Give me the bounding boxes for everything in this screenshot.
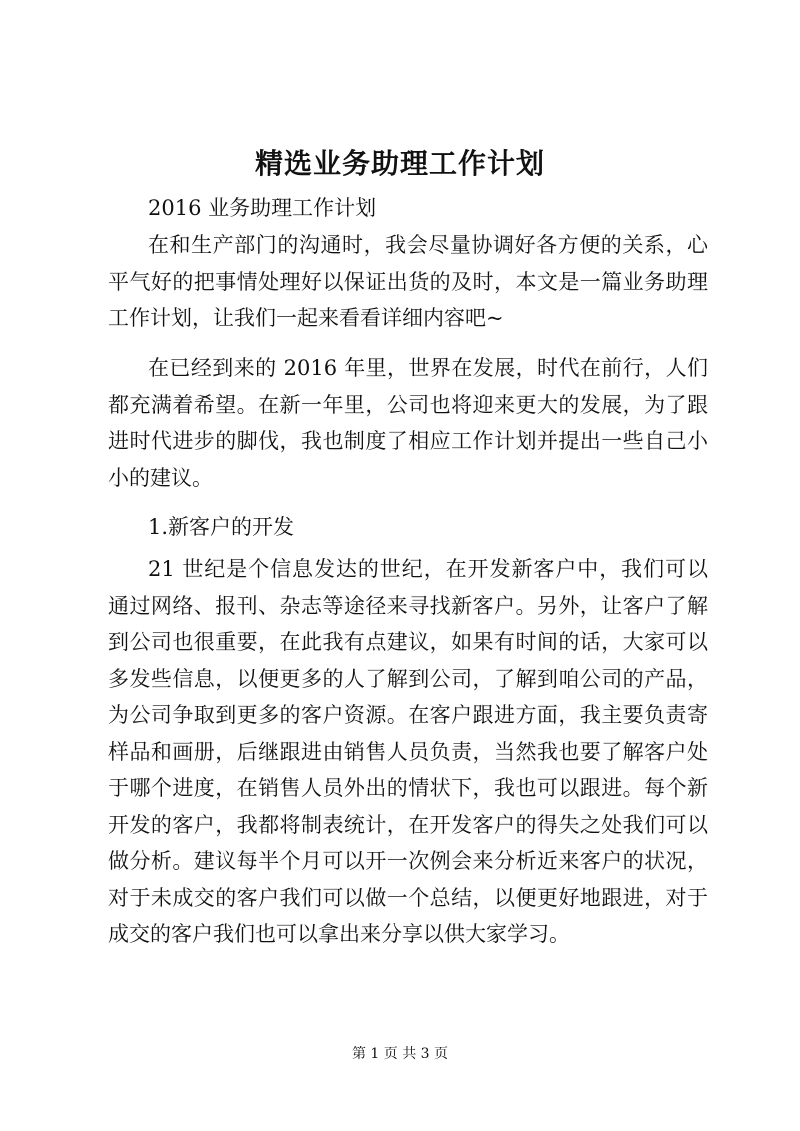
paragraph-line: 为公司争取到更多的客户资源。在客户跟进方面，我主要负责寄 [108,703,708,727]
paragraph-line: 在和生产部门的沟通时，我会尽量协调好各方便的关系，心 [148,233,708,257]
paragraph-line: 对于未成交的客户我们可以做一个总结，以便更好地跟进，对于 [108,885,708,910]
section-heading-text: 1.新客户的开发 [148,515,295,539]
paragraph-line: 都充满着希望。在新一年里，公司也将迎来更大的发展，为了跟 [108,392,708,417]
section-heading [108,509,708,546]
document-subtitle: 2016 业务助理工作计划 [148,196,377,220]
paragraph-line: 工作计划，让我们一起来看看详细内容吧~ [108,306,504,330]
paragraph-line: 21 世纪是个信息发达的世纪，在开发新客户中，我们可以 [148,557,708,581]
paragraph-line: 样品和画册，后继跟进由销售人员负责，当然我也要了解客户处 [108,739,708,764]
paragraph-line: 在已经到来的 2016 年里，世界在发展，时代在前行，人们 [148,356,708,380]
paragraph-line: 平气好的把事情处理好以保证出货的及时，本文是一篇业务助理 [108,269,708,294]
paragraph-line: 多发些信息，以便更多的人了解到公司，了解到咱公司的产品， [108,666,708,691]
paragraph-new-year [108,350,708,496]
paragraph-line: 成交的客户我们也可以拿出来分享以供大家学习。 [108,922,570,946]
paragraph-line: 做分析。建议每半个月可以开一次例会来分析近来客户的状况， [108,849,708,873]
paragraph-line: 到公司也很重要，在此我有点建议，如果有时间的话，大家可以 [108,630,708,654]
paragraph-line: 开发的客户，我都将制表统计，在开发客户的得失之处我们可以 [108,812,708,837]
paragraph-line: 小的建议。 [108,465,213,490]
document-title: 精选业务助理工作计划 [254,147,545,180]
paragraph-intro [108,227,708,337]
paragraph-line: 于哪个进度，在销售人员外出的情状下，我也可以跟进。每个新 [108,776,708,800]
paragraph-line: 通过网络、报刊、杂志等途径来寻找新客户。另外，让客户了解 [108,593,708,618]
page-footer: 第 1 页 共 3 页 [351,1046,449,1062]
paragraph-new-customers [108,551,708,953]
paragraph-line: 进时代进步的脚伐，我也制度了相应工作计划并提出一些自己小 [108,429,708,453]
